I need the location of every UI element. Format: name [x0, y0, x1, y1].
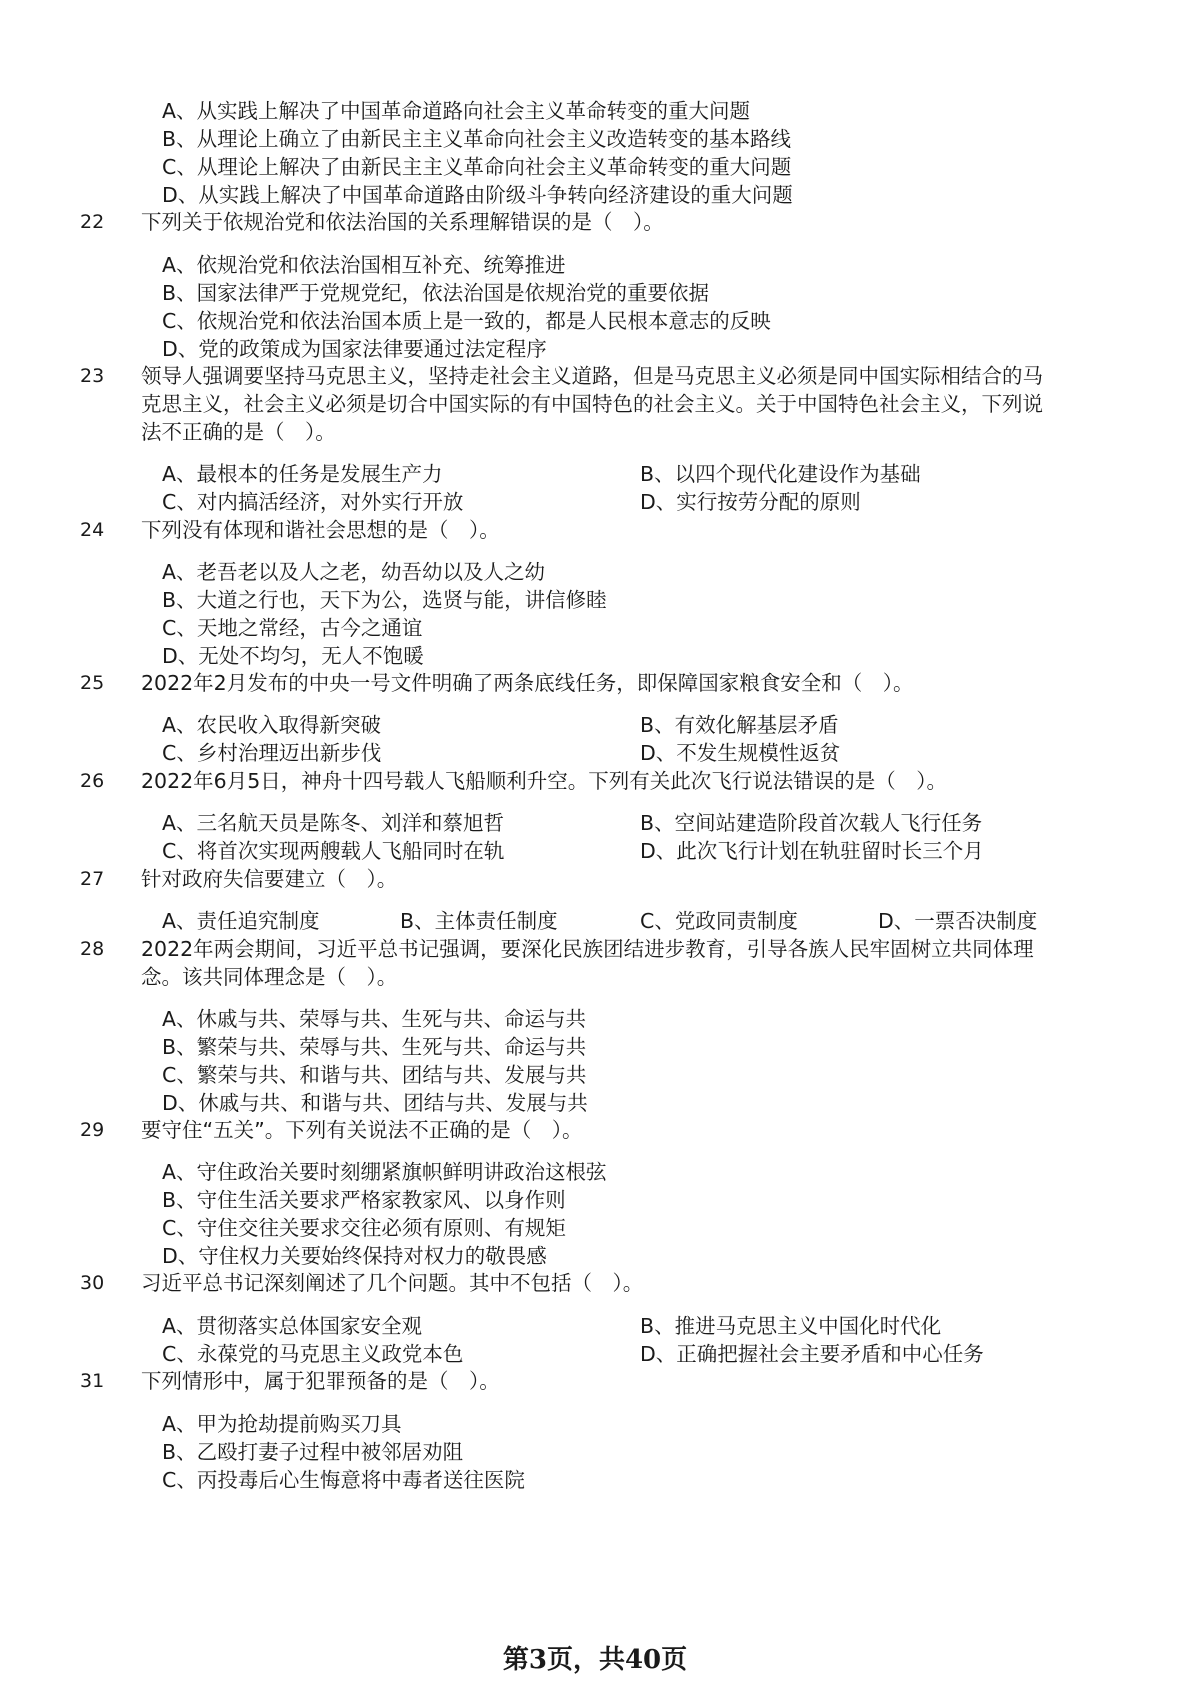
page-number-footer: 第3页，共40页 [502, 1645, 688, 1675]
q31-number: 31 [80, 1370, 105, 1392]
q27-stem: 针对政府失信要建立（ ）。 [141, 867, 398, 891]
q22-option-a: A、依规治党和依法治国相互补充、统筹推进 [162, 253, 566, 277]
q24-option-d: D、无处不均匀，无人不饱暖 [162, 644, 424, 668]
q31-option-c: C、丙投毒后心生悔意将中毒者送往医院 [162, 1468, 525, 1492]
q31-stem: 下列情形中，属于犯罪预备的是（ ）。 [141, 1369, 500, 1393]
q23-option-d: D、实行按劳分配的原则 [640, 490, 861, 514]
q30-option-c: C、永葆党的马克思主义政党本色 [162, 1342, 464, 1366]
q21-option-a: A、从实践上解决了中国革命道路向社会主义革命转变的重大问题 [162, 99, 751, 123]
q30-option-d: D、正确把握社会主要矛盾和中心任务 [640, 1342, 984, 1366]
q30-option-a: A、贯彻落实总体国家安全观 [162, 1314, 423, 1338]
q25-option-c: C、乡村治理迈出新步伐 [162, 741, 382, 765]
q24-option-c: C、天地之常经，古今之通谊 [162, 616, 423, 640]
q28-option-b: B、繁荣与共、荣辱与共、生死与共、命运与共 [162, 1035, 587, 1059]
q21-option-c: C、从理论上解决了由新民主主义革命向社会主义革命转变的重大问题 [162, 155, 792, 179]
q23-number: 23 [80, 365, 105, 387]
q22-number: 22 [80, 211, 105, 233]
q24-option-b: B、大道之行也，天下为公，选贤与能，讲信修睦 [162, 588, 607, 612]
q26-stem: 2022年6月5日，神舟十四号载人飞船顺利升空。下列有关此次飞行说法错误的是（ ）。 [141, 769, 948, 793]
q24-option-a: A、老吾老以及人之老，幼吾幼以及人之幼 [162, 560, 546, 584]
q22-stem: 下列关于依规治党和依法治国的关系理解错误的是（ ）。 [141, 210, 664, 234]
q21-option-d: D、从实践上解决了中国革命道路由阶级斗争转向经济建设的重大问题 [162, 183, 793, 207]
q22-option-c: C、依规治党和依法治国本质上是一致的，都是人民根本意志的反映 [162, 309, 771, 333]
q22-option-b: B、国家法律严于党规党纪，依法治国是依规治党的重要依据 [162, 281, 710, 305]
q23-option-c: C、对内搞活经济，对外实行开放 [162, 490, 464, 514]
q26-option-c: C、将首次实现两艘载人飞船同时在轨 [162, 839, 505, 863]
q28-stem-line-2: 念。该共同体理念是（ ）。 [141, 965, 398, 989]
q28-number: 28 [80, 938, 105, 960]
q23-option-a: A、最根本的任务是发展生产力 [162, 462, 443, 486]
q26-option-a: A、三名航天员是陈冬、刘洋和蔡旭哲 [162, 811, 505, 835]
q26-option-d: D、此次飞行计划在轨驻留时长三个月 [640, 839, 984, 863]
q30-number: 30 [80, 1272, 105, 1294]
q31-option-b: B、乙殴打妻子过程中被邻居劝阻 [162, 1440, 464, 1464]
q23-stem-line-1: 领导人强调要坚持马克思主义，坚持走社会主义道路，但是马克思主义必须是同中国实际相结合的马 [141, 364, 1043, 388]
q25-option-a: A、农民收入取得新突破 [162, 713, 382, 737]
q29-option-a: A、守住政治关要时刻绷紧旗帜鲜明讲政治这根弦 [162, 1160, 607, 1184]
q28-option-d: D、休戚与共、和谐与共、团结与共、发展与共 [162, 1091, 588, 1115]
q27-option-b: B、主体责任制度 [400, 909, 558, 933]
q29-number: 29 [80, 1119, 105, 1141]
q29-stem: 要守住“五关”。下列有关说法不正确的是（ ）。 [141, 1118, 583, 1142]
q26-option-b: B、空间站建造阶段首次载人飞行任务 [640, 811, 983, 835]
q21-option-b: B、从理论上确立了由新民主主义革命向社会主义改造转变的基本路线 [162, 127, 792, 151]
q27-option-a: A、责任追究制度 [162, 909, 320, 933]
q30-option-b: B、推进马克思主义中国化时代化 [640, 1314, 942, 1338]
q28-option-a: A、休戚与共、荣辱与共、生死与共、命运与共 [162, 1007, 587, 1031]
q24-number: 24 [80, 519, 105, 541]
q25-stem: 2022年2月发布的中央一号文件明确了两条底线任务，即保障国家粮食安全和（ ）。 [141, 671, 914, 695]
q31-option-a: A、甲为抢劫提前购买刀具 [162, 1412, 402, 1436]
q29-option-c: C、守住交往关要求交往必须有原则、有规矩 [162, 1216, 566, 1240]
q28-option-c: C、繁荣与共、和谐与共、团结与共、发展与共 [162, 1063, 587, 1087]
q25-number: 25 [80, 672, 105, 694]
q26-number: 26 [80, 770, 105, 792]
q22-option-d: D、党的政策成为国家法律要通过法定程序 [162, 337, 547, 361]
q23-stem-line-2: 克思主义，社会主义必须是切合中国实际的有中国特色的社会主义。关于中国特色社会主义，下列说 [141, 392, 1043, 416]
q29-option-d: D、守住权力关要始终保持对权力的敬畏感 [162, 1244, 547, 1268]
q27-option-d: D、一票否决制度 [878, 909, 1038, 933]
q25-option-d: D、不发生规模性返贫 [640, 741, 841, 765]
q24-stem: 下列没有体现和谐社会思想的是（ ）。 [141, 518, 500, 542]
q30-stem: 习近平总书记深刻阐述了几个问题。其中不包括（ ）。 [141, 1271, 644, 1295]
q25-option-b: B、有效化解基层矛盾 [640, 713, 839, 737]
q28-stem-line-1: 2022年两会期间，习近平总书记强调，要深化民族团结进步教育，引导各族人民牢固树立共同体理 [141, 937, 1034, 961]
q23-stem-line-3: 法不正确的是（ ）。 [141, 420, 336, 444]
q23-option-b: B、以四个现代化建设作为基础 [640, 462, 921, 486]
q27-number: 27 [80, 868, 105, 890]
q27-option-c: C、党政同责制度 [640, 909, 798, 933]
q29-option-b: B、守住生活关要求严格家教家风、以身作则 [162, 1188, 566, 1212]
